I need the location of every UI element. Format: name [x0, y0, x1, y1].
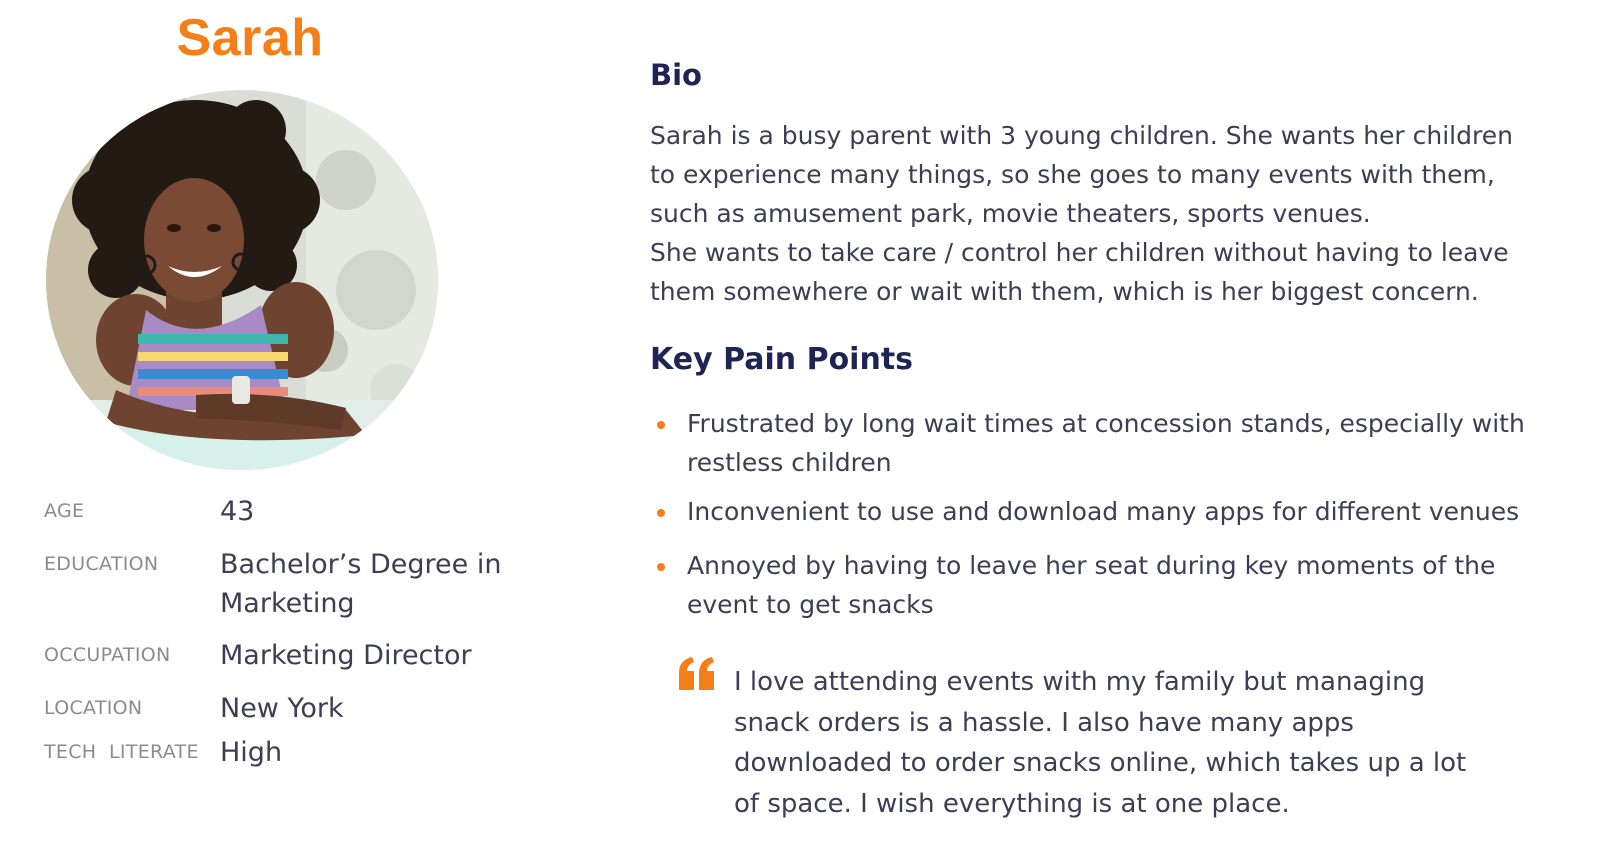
persona-name: Sarah [176, 9, 324, 67]
quote-text: I love attending events with my family but managing snack orders is a hassle. I also have many apps downloaded to order snacks online, which takes up a lot of space. I wish everything is at one place. [734, 667, 1467, 819]
bio-heading: Bio [650, 58, 702, 92]
pain-points-heading: Key Pain Points [650, 342, 914, 377]
bio-line: to experience many things, so she goes to many events with them, [650, 160, 1495, 189]
fact-value: High [220, 737, 283, 768]
fact-value: Marketing Director [220, 640, 472, 671]
fact-label: TECH LITERATE [44, 741, 199, 763]
fact-label: LOCATION [44, 697, 143, 719]
quote-icon [678, 656, 716, 690]
pain-point-text: Frustrated by long wait times at concession stands, especially with restless children [687, 409, 1525, 477]
persona-photo [46, 90, 438, 470]
pain-point-text: Inconvenient to use and download many apps for different venues [687, 497, 1520, 526]
fact-label: AGE [44, 500, 85, 522]
bio-line: She wants to take care / control her children without having to leave [650, 238, 1509, 267]
bullet-icon [657, 563, 665, 571]
fact-value: Bachelor’s Degree in Marketing [220, 549, 502, 619]
fact-label: OCCUPATION [44, 644, 171, 666]
bio-line: Sarah is a busy parent with 3 young children. She wants her children [650, 121, 1513, 150]
bullet-icon [657, 421, 665, 429]
fact-label: EDUCATION [44, 553, 159, 575]
fact-value: New York [220, 693, 344, 724]
bio-line: them somewhere or wait with them, which is her biggest concern. [650, 277, 1479, 306]
bullet-icon [657, 509, 665, 517]
pain-point-text: Annoyed by having to leave her seat during key moments of the event to get snacks [687, 551, 1496, 619]
bio-text [650, 116, 1550, 311]
bio-line: such as amusement park, movie theaters, sports venues. [650, 199, 1371, 228]
fact-value: 43 [220, 496, 255, 527]
